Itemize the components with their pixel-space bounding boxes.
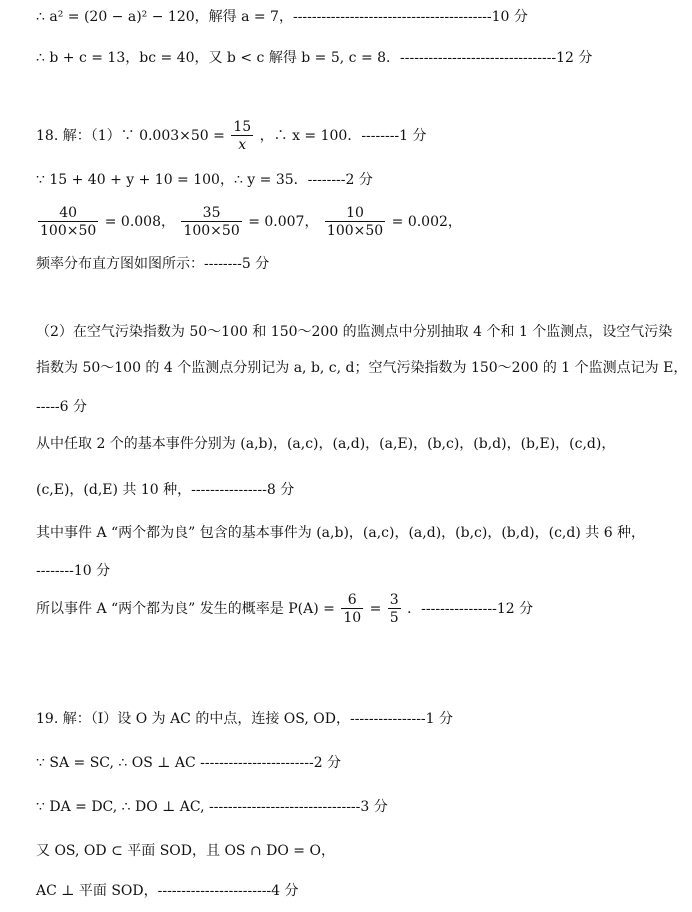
fraction (388, 593, 401, 625)
probability-text: ．----------------12 分 (407, 601, 534, 617)
solution-line: 频率分布直方图如图所示：--------5 分 (36, 256, 270, 272)
solution-line: （2）在空气污染指数为 50～100 和 150～200 的监测点中分别抽取 4 个和 1 个监测点，设空气污染 (36, 324, 673, 340)
solution-line: 指数为 50～100 的 4 个监测点分别记为 a, b, c, d；空气污染指数为 150～200 的 1 个监测点记为 E， (36, 360, 688, 376)
solution-line: ∵ SA = SC, ∴ OS ⊥ AC ------------------------2 分 (36, 755, 342, 771)
fraction-value: = 0.007， (248, 214, 319, 230)
solution-line: 从中任取 2 个的基本事件分别为 (a,b)，(a,c)，(a,d)，(a,E)，(b,c)，(b,d)，(b,E)，(c,d)， (36, 436, 616, 452)
denominator: 5 (389, 610, 399, 626)
solution-line: ∴ b + c = 13，bc = 40，又 b < c 解得 b = 5, c = 8．---------------------------------12 分 (36, 50, 593, 66)
denominator: 10 (343, 610, 362, 626)
solution-line: 又 OS, OD ⊂ 平面 SOD，且 OS ∩ DO = O， (36, 843, 335, 859)
denominator: 100×50 (40, 223, 97, 239)
fraction (181, 206, 241, 238)
fraction (325, 206, 385, 238)
numerator: 10 (325, 206, 385, 222)
numerator: 15 (233, 119, 252, 135)
denominator: 100×50 (326, 223, 384, 239)
fraction (341, 593, 363, 625)
probability-text: 所以事件 A “两个都为良” 发生的概率是 P(A) = (36, 601, 335, 617)
fraction-value: = 0.008， (104, 214, 175, 230)
solution-line: -----6 分 (36, 399, 88, 415)
q18-text: 18. 解：（1）∵ 0.003×50 = (36, 128, 225, 144)
numerator: 40 (38, 206, 98, 222)
fraction-value: = 0.002， (391, 214, 462, 230)
solution-line: --------10 分 (36, 563, 111, 579)
numerator: 35 (181, 206, 241, 222)
q18-text: ，∴ x = 100．--------1 分 (259, 128, 427, 144)
fraction (231, 120, 253, 152)
solution-line: (c,E)，(d,E) 共 10 种，----------------8 分 (36, 482, 295, 498)
fraction (38, 206, 98, 238)
solution-line: 其中事件 A “两个都为良” 包含的基本事件为 (a,b)，(a,c)，(a,d)，(b,c)，(b,d)，(c,d) 共 6 种， (36, 525, 646, 541)
denominator: x (238, 137, 247, 153)
numerator: 6 (341, 593, 363, 609)
solution-line: ∵ DA = DC, ∴ DO ⊥ AC, --------------------------------3 分 (36, 799, 388, 815)
probability-line (36, 593, 533, 625)
denominator: 100×50 (183, 223, 240, 239)
fractions-line (36, 206, 462, 238)
numerator: 3 (389, 592, 399, 608)
solution-line: ∵ 15 + 40 + y + 10 = 100，∴ y = 35．--------2 分 (36, 172, 373, 188)
solution-line: AC ⊥ 平面 SOD，------------------------4 分 (36, 883, 299, 899)
equals-sign: = (369, 601, 382, 617)
solution-line: 19. 解：（Ⅰ）设 O 为 AC 的中点，连接 OS, OD，----------------1 分 (36, 711, 454, 727)
solution-line: ∴ a² = (20 − a)² − 120，解得 a = 7，------------------------------------------10 分 (36, 9, 528, 25)
q18-line-1 (36, 120, 427, 152)
